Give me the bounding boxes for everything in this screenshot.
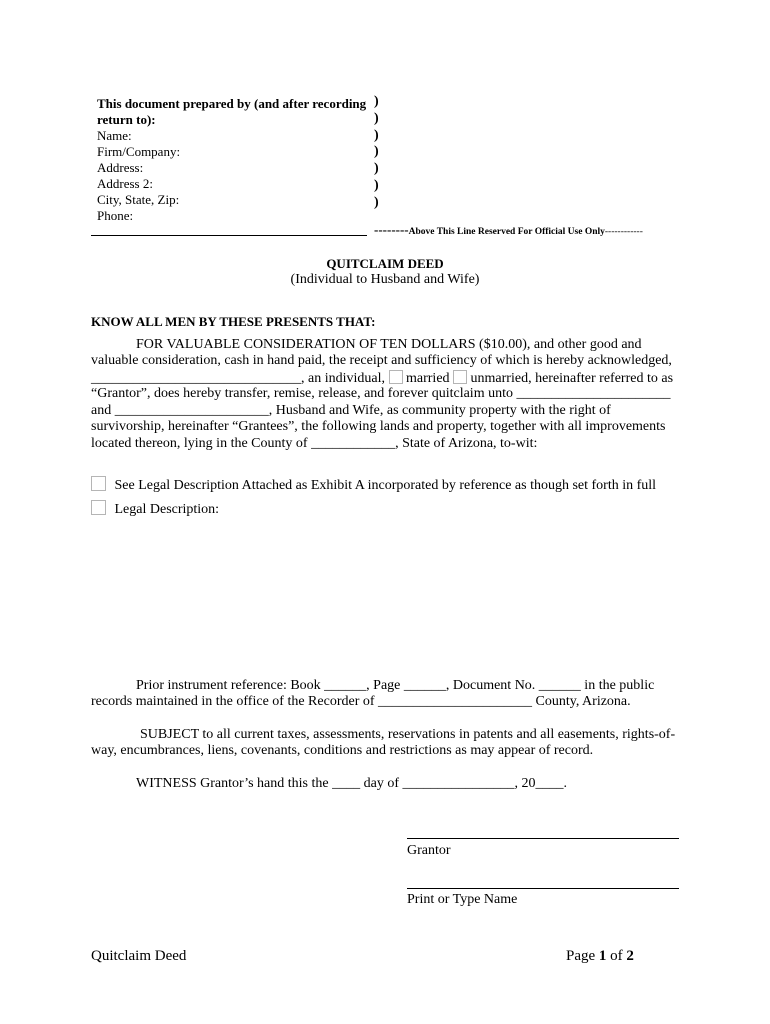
paren: ) <box>374 161 379 177</box>
page-subtitle: (Individual to Husband and Wife) <box>290 272 480 287</box>
witness-line: WITNESS Grantor’s hand this the ____ day of ________________, 20____. <box>136 776 567 791</box>
page-title: QUITCLAIM DEED <box>326 256 444 271</box>
reserved-dashes-left: -------- <box>374 222 409 237</box>
field-name-label: Name: <box>97 128 132 143</box>
married-label: married <box>406 371 450 386</box>
consideration-line-1: FOR VALUABLE CONSIDERATION OF TEN DOLLARS ($10.00), and other good and <box>136 337 642 352</box>
grantor-signature-line[interactable] <box>407 838 679 839</box>
prepared-by-underline <box>91 235 367 236</box>
page-prefix: Page <box>566 948 599 964</box>
page-total: 2 <box>626 948 634 964</box>
paren: ) <box>374 127 379 143</box>
field-address2-label: Address 2: <box>97 176 153 191</box>
exhibit-a-checkbox[interactable] <box>91 476 106 491</box>
paren: ) <box>374 194 379 210</box>
paren: ) <box>374 94 379 109</box>
grantor-label: Grantor <box>407 843 451 858</box>
page-number <box>566 947 634 965</box>
field-firm-label: Firm/Company: <box>97 144 181 159</box>
consideration-line-3 <box>91 370 673 388</box>
prepared-by-block <box>97 96 367 224</box>
footer-title: Quitclaim Deed <box>91 948 187 964</box>
prepared-by-heading-1: This document prepared by (and after recording <box>97 96 367 111</box>
married-checkbox[interactable] <box>389 370 403 384</box>
consideration-line-4: “Grantor”, does hereby transfer, remise, release, and forever quitclaim unto ______________________ <box>91 386 671 401</box>
individual-text: , an individual, <box>301 371 385 386</box>
reserved-line <box>374 221 643 239</box>
consideration-line-7: located thereon, lying in the County of ____________, State of Arizona, to-wit: <box>91 436 538 451</box>
paren-column <box>374 94 379 212</box>
page-current: 1 <box>598 948 607 964</box>
know-all-heading: KNOW ALL MEN BY THESE PRESENTS THAT: <box>91 314 376 329</box>
consideration-line-5: and ______________________, Husband and Wife, as community property with the right of <box>91 403 611 418</box>
legal-description-option <box>91 500 219 519</box>
print-name-line[interactable] <box>407 888 679 889</box>
paren: ) <box>374 177 379 193</box>
prior-instrument-line-2: records maintained in the office of the Recorder of ______________________ County, Arizona. <box>91 694 631 709</box>
print-name-label: Print or Type Name <box>407 892 518 907</box>
unmarried-label: unmarried, hereinafter referred to as <box>470 371 674 386</box>
field-address-label: Address: <box>97 160 144 175</box>
unmarried-checkbox[interactable] <box>453 370 467 384</box>
page-mid: of <box>606 948 627 964</box>
field-phone-label: Phone: <box>97 208 134 223</box>
subject-line-1: SUBJECT to all current taxes, assessments, reservations in patents and all easements, rights-of- <box>140 727 676 742</box>
prepared-by-heading-2: return to): <box>97 112 156 127</box>
prior-instrument-line-1: Prior instrument reference: Book ______, Page ______, Document No. ______ in the public <box>136 678 655 693</box>
exhibit-a-option <box>91 476 656 495</box>
legal-description-label: Legal Description: <box>114 502 220 517</box>
consideration-line-6: survivorship, hereinafter “Grantees”, the following lands and property, together with all improvements <box>91 419 666 434</box>
subject-line-2: way, encumbrances, liens, covenants, conditions and restrictions as may appear of record. <box>91 743 594 758</box>
reserved-label: Above This Line Reserved For Official Use Only <box>408 227 605 237</box>
reserved-dashes-right: ------------ <box>604 227 643 237</box>
field-city-state-zip-label: City, State, Zip: <box>97 192 180 207</box>
paren: ) <box>374 110 379 126</box>
paren: ) <box>374 144 379 160</box>
consideration-line-2: valuable consideration, cash in hand paid, the receipt and sufficiency of which is hereby acknowledged, <box>91 353 672 368</box>
legal-description-checkbox[interactable] <box>91 500 106 515</box>
grantor-name-blank[interactable]: ______________________________ <box>91 371 301 386</box>
exhibit-a-label: See Legal Description Attached as Exhibit A incorporated by reference as though set forth in full <box>114 478 657 493</box>
